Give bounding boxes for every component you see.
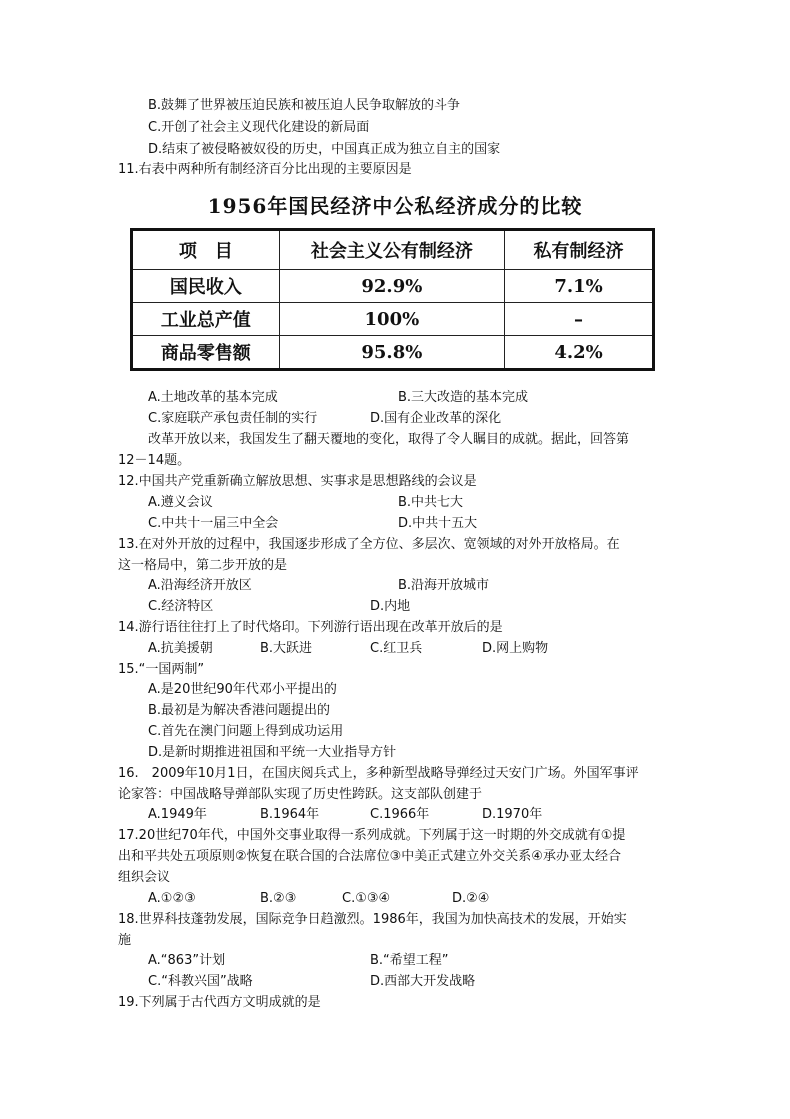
q12-option-b: B.中共七大 <box>398 495 464 510</box>
q11-stem: 11.右表中两种所有制经济百分比出现的主要原因是 <box>118 162 412 177</box>
intro-line-1: 改革开放以来，我国发生了翻天覆地的变化，取得了令人瞩目的成就。据此，回答第 <box>148 432 630 447</box>
q12-stem: 12.中国共产党重新确立解放思想、实事求是思想路线的会议是 <box>118 474 477 489</box>
table-cell: 商品零售额 <box>132 336 280 370</box>
q18-option-c: C.“科教兴国”战略 <box>148 974 253 989</box>
q10-option-d: D.结束了被侵略被奴役的历史，中国真正成为独立自主的国家 <box>148 142 501 157</box>
q18-option-a: A.“863”计划 <box>148 953 226 968</box>
q16-option-a: A.1949年 <box>148 807 207 822</box>
q11-option-a: A.土地改革的基本完成 <box>148 390 278 405</box>
q18-stem-line-2: 施 <box>118 933 132 948</box>
q13-stem-line-2: 这一格局中，第二步开放的是 <box>118 558 288 573</box>
q16-option-c: C.1966年 <box>370 807 430 822</box>
q17-option-d: D.②④ <box>452 891 490 906</box>
q14-option-c: C.红卫兵 <box>370 641 423 656</box>
q16-option-d: D.1970年 <box>482 807 543 822</box>
q15-option-c: C.首先在澳门问题上得到成功运用 <box>148 724 344 739</box>
table-header-row <box>132 230 654 270</box>
q18-stem-line-1: 18.世界科技蓬勃发展，国际竞争日趋激烈。1986年，我国为加快高技术的发展，开始实 <box>118 912 627 927</box>
q17-stem-line-3: 组织会议 <box>118 870 171 885</box>
table-header: 项 目 <box>132 230 280 270</box>
table-row <box>132 336 654 370</box>
intro-line-2: 12－14题。 <box>118 453 191 468</box>
q16-stem-line-1: 16. 2009年10月1日，在国庆阅兵式上，多种新型战略导弹经过天安门广场。外国军事评 <box>118 766 639 781</box>
table-cell: – <box>505 303 654 336</box>
q13-option-d: D.内地 <box>370 599 411 614</box>
table-cell: 95.8% <box>279 336 504 370</box>
q17-option-b: B.②③ <box>260 891 297 906</box>
q13-option-c: C.经济特区 <box>148 599 214 614</box>
q19-stem: 19.下列属于古代西方文明成就的是 <box>118 995 321 1010</box>
table-header: 社会主义公有制经济 <box>279 230 504 270</box>
q13-option-b: B.沿海开放城市 <box>398 578 490 593</box>
q15-option-a: A.是20世纪90年代邓小平提出的 <box>148 682 337 697</box>
table-cell: 4.2% <box>505 336 654 370</box>
table-cell: 100% <box>279 303 504 336</box>
q18-option-d: D.西部大开发战略 <box>370 974 476 989</box>
q11-option-c: C.家庭联产承包责任制的实行 <box>148 411 318 426</box>
q15-option-d: D.是新时期推进祖国和平统一大业指导方针 <box>148 745 397 760</box>
table-row <box>132 303 654 336</box>
q14-option-b: B.大跃进 <box>260 641 313 656</box>
table-cell: 7.1% <box>505 270 654 303</box>
table-header: 私有制经济 <box>505 230 654 270</box>
q13-stem-line-1: 13.在对外开放的过程中，我国逐步形成了全方位、多层次、宽领域的对外开放格局。在 <box>118 537 620 552</box>
q12-option-a: A.遵义会议 <box>148 495 213 510</box>
table-title: 1956年国民经济中公私经济成分的比较 <box>207 194 583 218</box>
q17-stem-line-2: 出和平共处五项原则②恢复在联合国的合法席位③中美正式建立外交关系④承办亚太经合 <box>118 849 621 864</box>
table-cell: 92.9% <box>279 270 504 303</box>
q16-option-b: B.1964年 <box>260 807 320 822</box>
q12-option-d: D.中共十五大 <box>398 516 478 531</box>
q17-option-a: A.①②③ <box>148 891 196 906</box>
table-row <box>132 270 654 303</box>
q15-option-b: B.最初是为解决香港问题提出的 <box>148 703 331 718</box>
q17-stem-line-1: 17.20世纪70年代，中国外交事业取得一系列成就。下列属于这一时期的外交成就有①提 <box>118 828 626 843</box>
q14-option-a: A.抗美援朝 <box>148 641 213 656</box>
q12-option-c: C.中共十一届三中全会 <box>148 516 279 531</box>
q11-option-b: B.三大改造的基本完成 <box>398 390 529 405</box>
economy-comparison-table <box>130 228 655 371</box>
table-cell: 工业总产值 <box>132 303 280 336</box>
q18-option-b: B.“希望工程” <box>370 953 449 968</box>
q14-stem: 14.游行语往往打上了时代烙印。下列游行语出现在改革开放后的是 <box>118 620 503 635</box>
table-cell: 国民收入 <box>132 270 280 303</box>
q10-option-c: C.开创了社会主义现代化建设的新局面 <box>148 120 370 135</box>
q13-option-a: A.沿海经济开放区 <box>148 578 252 593</box>
q15-stem: 15.“一国两制” <box>118 662 205 677</box>
q14-option-d: D.网上购物 <box>482 641 549 656</box>
q11-option-d: D.国有企业改革的深化 <box>370 411 502 426</box>
q16-stem-line-2: 论家答：中国战略导弹部队实现了历史性跨跃。这支部队创建于 <box>118 787 483 802</box>
q17-option-c: C.①③④ <box>342 891 391 906</box>
q10-option-b: B.鼓舞了世界被压迫民族和被压迫人民争取解放的斗争 <box>148 98 461 113</box>
